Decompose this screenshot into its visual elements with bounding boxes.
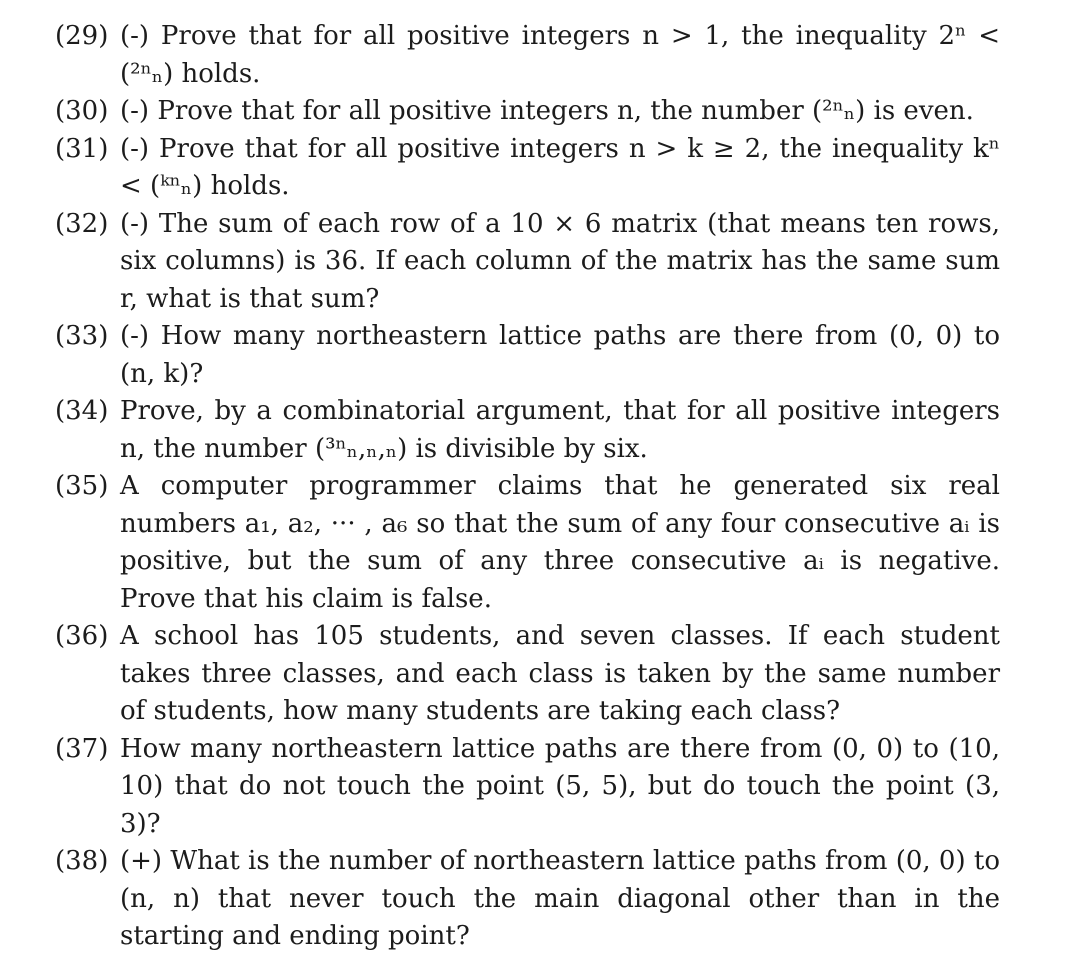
problem-item: [55, 318, 1000, 393]
problem-text: (+) What is the number of northeastern lattice paths from (0, 0) to (n, n) that never touch the main diagonal other than in the starting and ending point?: [120, 846, 1000, 951]
problem-number: (37): [55, 733, 109, 764]
problem-text: (-) Prove that for all positive integers n > k ≥ 2, the inequality kⁿ < (ᵏⁿₙ) holds.: [120, 133, 1000, 201]
problem-text: A computer programmer claims that he generated six real numbers a₁, a₂, ··· , a₆ so that the sum of any four consecutive aᵢ is positive, but the sum of any three consecutive aᵢ is negative. Prove that his claim is false.: [120, 471, 1000, 614]
problem-text: Prove, by a combinatorial argument, that for all positive integers n, the number (³ⁿₙ,ₙ,ₙ) is divisible by six.: [120, 396, 1000, 464]
problem-text: (-) Prove that for all positive integers n > 1, the inequality 2ⁿ < (²ⁿₙ) holds.: [120, 21, 1000, 89]
problem-text: (-) Prove that for all positive integers n, the number (²ⁿₙ) is even.: [120, 96, 974, 126]
problem-number: (36): [55, 621, 109, 651]
problem-text: (-) How many northeastern lattice paths are there from (0, 0) to (n, k)?: [120, 321, 1000, 389]
problem-text: (-) The sum of each row of a 10 × 6 matrix (that means ten rows, six columns) is 36. If each column of the matrix has the same sum r, what is that sum?: [120, 208, 1000, 314]
problem-number: (34): [55, 396, 109, 426]
problem-item: [55, 131, 1000, 206]
problem-number: (30): [55, 96, 109, 126]
problem-text: A school has 105 students, and seven classes. If each student takes three classes, and each class is taken by the same number of students, how many students are taking each class?: [120, 621, 1000, 726]
problem-item: [55, 206, 1000, 319]
problem-number: (32): [55, 208, 109, 239]
problem-item: [55, 93, 1000, 131]
problem-item: [55, 468, 1000, 618]
problem-text: How many northeastern lattice paths are there from (0, 0) to (10, 10) that do not touch the point (5, 5), but do touch the point (3, 3)?: [120, 733, 1000, 839]
problem-number: (33): [55, 321, 109, 351]
problem-number: (29): [55, 21, 109, 51]
problem-item: [55, 18, 1000, 93]
problem-number: (31): [55, 133, 109, 164]
problem-item: [55, 618, 1000, 731]
problem-number: (35): [55, 471, 109, 501]
problem-item: [55, 731, 1000, 844]
problem-number: (38): [55, 846, 109, 876]
problem-item: [55, 393, 1000, 468]
problem-item: [55, 843, 1000, 956]
